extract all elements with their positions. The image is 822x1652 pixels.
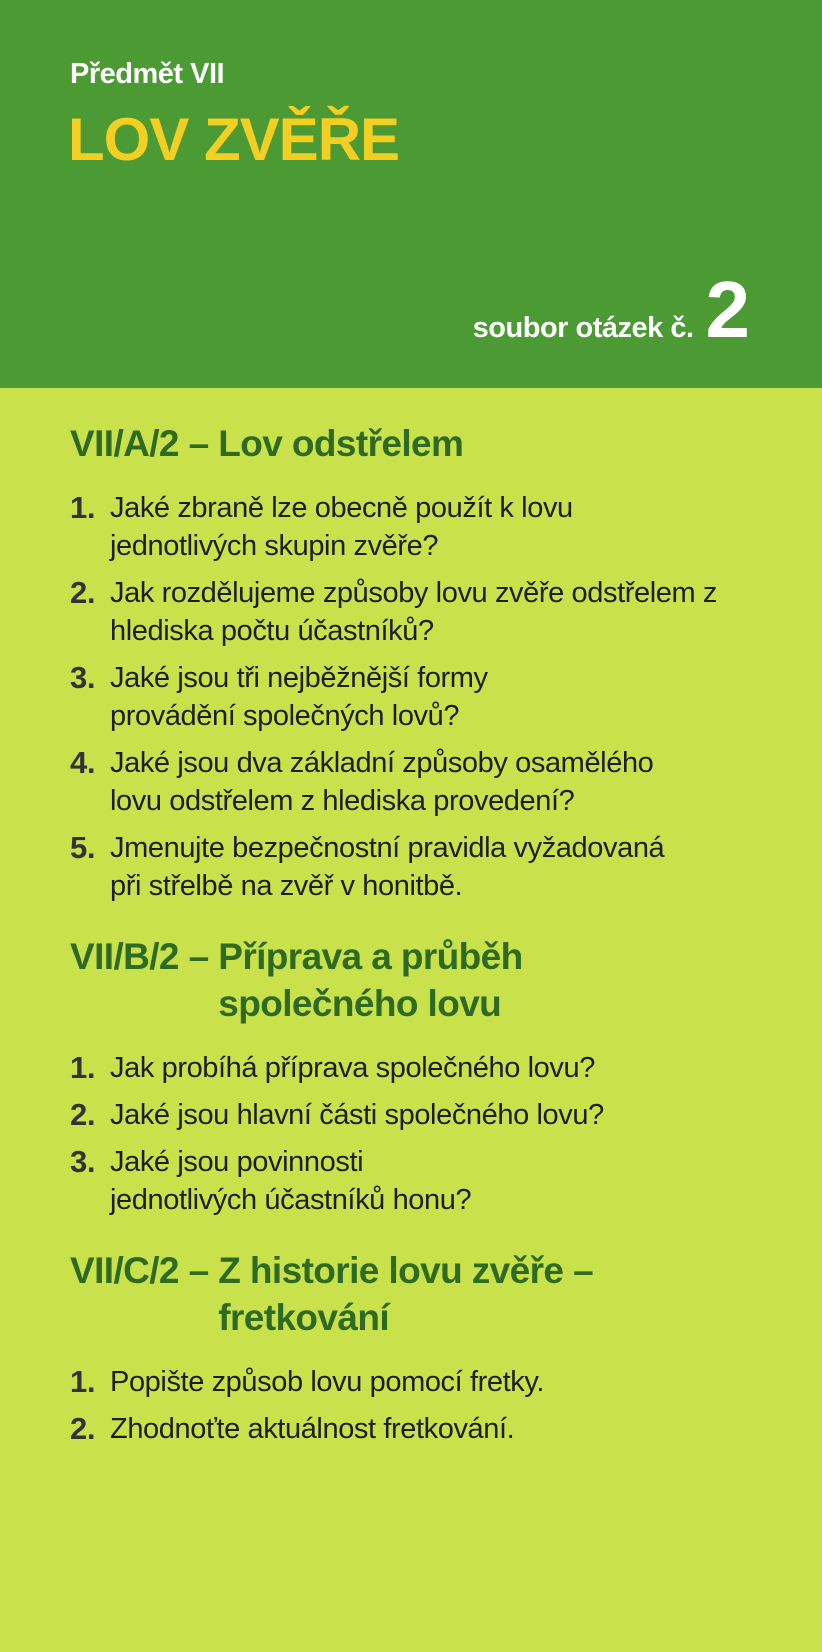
section-name: Lov odstřelem — [218, 423, 464, 464]
question-item — [70, 1363, 790, 1401]
page-title: LOV ZVĚŘE — [68, 106, 400, 173]
subject-label: Předmět VII — [70, 58, 225, 90]
section-code: VII/B/2 – — [70, 936, 219, 977]
section-title — [70, 420, 790, 467]
question-number: 4. — [70, 745, 96, 780]
question-list — [70, 1363, 790, 1448]
section-c — [70, 1247, 790, 1448]
question-text: Jak rozdělujeme způsoby lovu zvěře odstřelem z hlediska počtu účastníků? — [110, 577, 717, 647]
question-text: Jaké jsou povinnosti jednotlivých účastníků honu? — [110, 1146, 472, 1216]
question-text: Jaké zbraně lze obecně použít k lovu jednotlivých skupin zvěře? — [110, 492, 573, 562]
section-a — [70, 420, 790, 905]
section-name: Příprava a průběh společného lovu — [218, 936, 523, 1024]
question-set — [472, 265, 750, 354]
header-band — [0, 0, 822, 388]
question-item — [70, 574, 790, 650]
section-name: Z historie lovu zvěře – fretkování — [218, 1250, 594, 1338]
question-text: Jaké jsou hlavní části společného lovu? — [110, 1099, 604, 1131]
question-list — [70, 489, 790, 905]
question-text: Jmenujte bezpečnostní pravidla vyžadovaná při střelbě na zvěř v honitbě. — [110, 832, 665, 902]
question-text: Jaké jsou tři nejběžnější formy provádění společných lovů? — [110, 662, 488, 732]
question-item — [70, 659, 790, 735]
question-list — [70, 1049, 790, 1219]
question-item — [70, 1049, 790, 1087]
question-text: Jaké jsou dva základní způsoby osamělého lovu odstřelem z hlediska provedení? — [110, 747, 654, 817]
section-title — [70, 933, 790, 1027]
question-number: 2. — [70, 575, 96, 610]
question-text: Popište způsob lovu pomocí fretky. — [110, 1366, 544, 1398]
section-b — [70, 933, 790, 1219]
section-code: VII/A/2 – — [70, 423, 219, 464]
question-number: 1. — [70, 490, 96, 525]
question-text: Jak probíhá příprava společného lovu? — [110, 1052, 595, 1084]
question-item — [70, 744, 790, 820]
question-item — [70, 1143, 790, 1219]
question-number: 2. — [70, 1097, 96, 1132]
question-number: 1. — [70, 1050, 96, 1085]
content — [70, 420, 790, 1476]
question-set-number: 2 — [705, 265, 750, 354]
question-set-label: soubor otázek č. — [472, 312, 694, 344]
section-title — [70, 1247, 790, 1341]
question-item — [70, 829, 790, 905]
question-item — [70, 1410, 790, 1448]
question-number: 1. — [70, 1364, 96, 1399]
question-number: 5. — [70, 830, 96, 865]
question-number: 3. — [70, 660, 96, 695]
question-number: 3. — [70, 1144, 96, 1179]
question-item — [70, 1096, 790, 1134]
section-code: VII/C/2 – — [70, 1250, 219, 1291]
question-text: Zhodnoťte aktuálnost fretkování. — [110, 1413, 515, 1445]
question-number: 2. — [70, 1411, 96, 1446]
question-item — [70, 489, 790, 565]
